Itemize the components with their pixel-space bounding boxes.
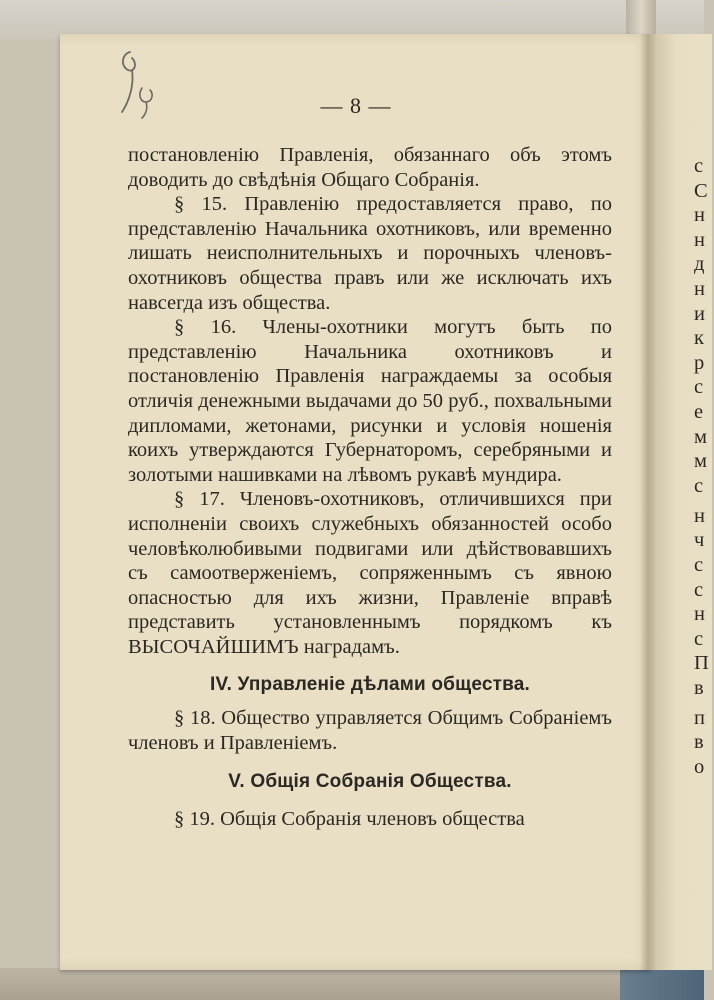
facing-page-letter: о bbox=[694, 756, 705, 779]
facing-page-letter: ч bbox=[694, 529, 705, 552]
facing-page-letter: н bbox=[694, 204, 705, 227]
facing-page-letter: с bbox=[694, 474, 704, 497]
page-gutter bbox=[640, 34, 656, 970]
facing-page-letter: м bbox=[694, 450, 707, 473]
facing-page-letter: в bbox=[694, 731, 704, 754]
paragraph-18: § 18. Общество управляется Общимъ Собраніемъ членовъ и Правленіемъ. bbox=[128, 707, 612, 754]
facing-page-letter: н bbox=[694, 277, 705, 300]
section-heading-v: V. Общія Собранія Общества. bbox=[228, 771, 512, 793]
facing-page-letter: е bbox=[694, 400, 704, 423]
facing-page-letter: с bbox=[694, 627, 704, 650]
facing-page-letter: с bbox=[694, 155, 704, 177]
background-bottom bbox=[0, 968, 704, 1000]
paragraph-19: § 19. Общія Собранія членовъ общества bbox=[174, 807, 525, 830]
page-text bbox=[128, 143, 612, 831]
facing-page-letter: с bbox=[694, 578, 704, 601]
facing-page-letter: и bbox=[694, 302, 705, 325]
facing-page-letter: С bbox=[694, 179, 708, 202]
facing-page-letter: п bbox=[694, 706, 705, 729]
facing-page-letter: с bbox=[694, 553, 704, 576]
facing-page-letter: П bbox=[694, 652, 709, 675]
facing-page-letter: с bbox=[694, 376, 704, 399]
facing-page-text-edge bbox=[694, 154, 714, 780]
facing-page-letter: н bbox=[694, 228, 705, 251]
book-cover-edge bbox=[620, 968, 704, 1000]
page-number: — 8 — bbox=[320, 93, 392, 118]
paragraph-15: § 15. Правленію предоставляется право, по представленію Начальника охотниковъ, или временно лишать неисполнительныхъ и порочныхъ членовъ-охотниковъ общества правъ или же исключать ихъ навсегда изъ общества. bbox=[128, 193, 612, 314]
section-heading-iv: IV. Управленіе дѣлами общества. bbox=[209, 674, 531, 696]
facing-page-letter: к bbox=[694, 327, 704, 350]
facing-page-letter: н bbox=[694, 603, 705, 626]
paragraph-17: § 17. Членовъ-охотниковъ, отличившихся при исполненіи своихъ служебныхъ обязанностей особо человѣколюбивыми подвигами или дѣйствовавшихъ съ самоотверженіемъ, сопряженнымъ съ явною опасностью для ихъ жизни, Правленіе вправѣ представить установленнымъ порядкомъ къ ВЫСОЧАЙШИМЪ наградамъ. bbox=[128, 488, 612, 658]
facing-page-letter: м bbox=[694, 425, 707, 448]
paragraph-16: § 16. Члены-охотники могутъ быть по представленію Начальника охотниковъ и постановленію Правленія награждаемы за особыя отличія денежными выдачами до 50 руб., похвальными дипломами, жетонами, рисунки и условія ношенія коихъ утверждаются Губернаторомъ, серебряными и золотыми нашивками на лѣвомъ рукавѣ мундира. bbox=[128, 316, 612, 486]
facing-page-letter: д bbox=[694, 253, 705, 276]
facing-page-letter: р bbox=[694, 351, 705, 374]
facing-page-letter: в bbox=[694, 676, 704, 699]
facing-page-letter: н bbox=[694, 504, 705, 527]
paragraph-continuation: постановленію Правленія, обязаннаго объ этомъ доводить до свѣдѣнія Общаго Собранія. bbox=[128, 144, 612, 191]
